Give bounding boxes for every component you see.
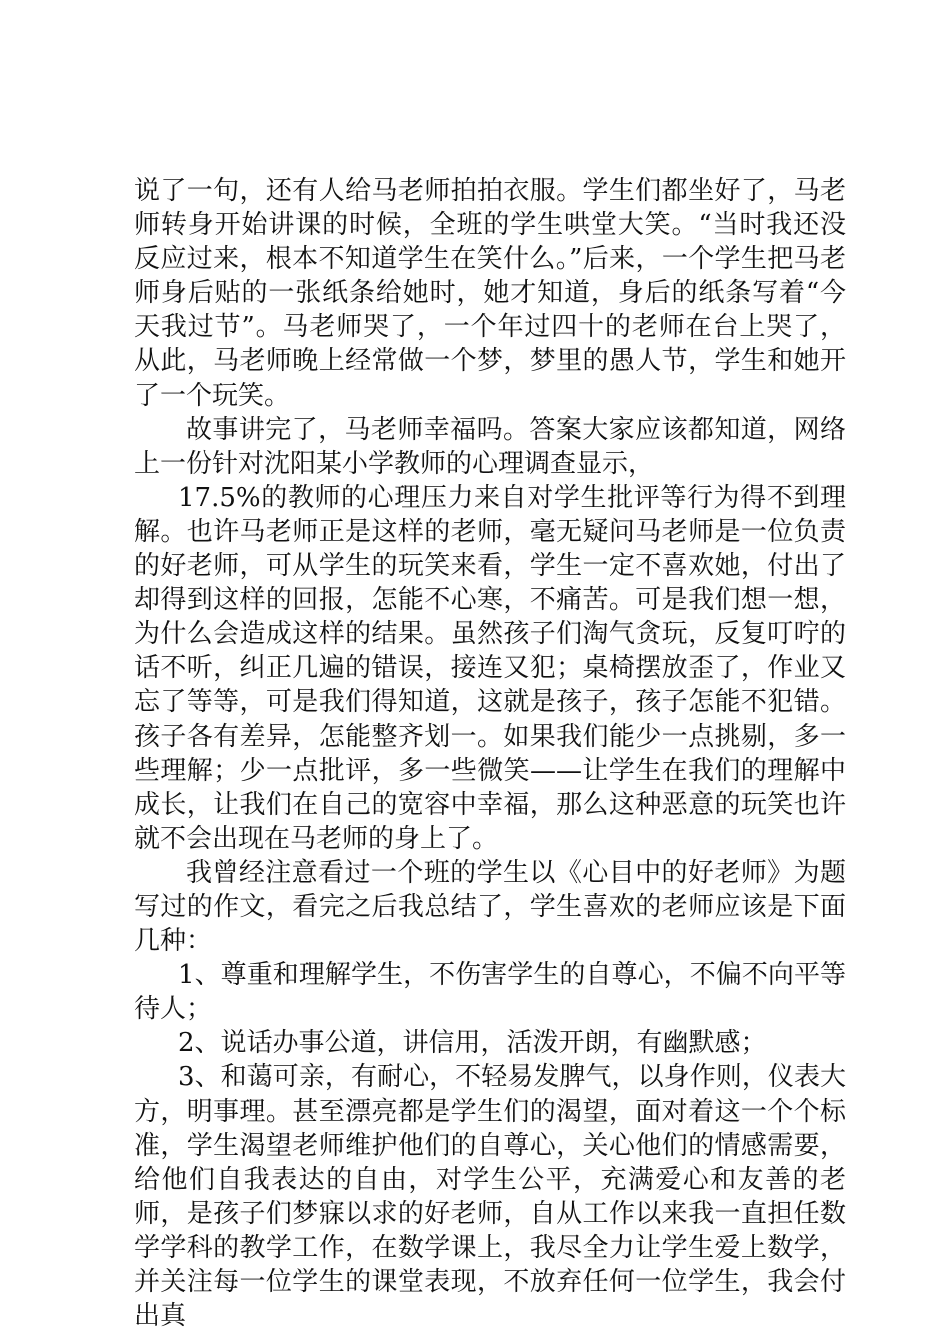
list-item-3: 3、和蔼可亲，有耐心，不轻易发脾气，以身作则，仪表大方，明事理。甚至漂亮都是学生们的渴望，面对着这一个个标准，学生渴望老师维护他们的自尊心，关心他们的情感需要，给他们自我表达的自由，对学生公平，充满爱心和友善的老师，是孩子们梦寐以求的好老师，自从工作以来我一直担任数学学科的教学工作，在数学课上，我尽全力让学生爱上数学，并关注每一位学生的课堂表现，不放弃任何一位学生，我会付出真 — [134, 1062, 846, 1332]
paragraph-story-question: 故事讲完了，马老师幸福吗。答案大家应该都知道，网络上一份针对沈阳某小学教师的心理调查显示， — [134, 414, 846, 479]
list-item-1: 1、尊重和理解学生，不伤害学生的自尊心，不偏不向平等待人； — [134, 960, 846, 1025]
paragraph-story-end: 说了一句，还有人给马老师拍拍衣服。学生们都坐好了，马老师转身开始讲课的时候，全班的学生哄堂大笑。“当时我还没反应过来，根本不知道学生在笑什么。”后来，一个学生把马老师身后贴的一张纸条给她时，她才知道，身后的纸条写着“今天我过节”。马老师哭了，一个年过四十的老师在台上哭了，从此，马老师晚上经常做一个梦，梦里的愚人节，学生和她开了一个玩笑。 — [134, 176, 846, 411]
list-item-2: 2、说话办事公道，讲信用，活泼开朗，有幽默感； — [178, 1028, 767, 1059]
paragraph-survey-result: 17.5%的教师的心理压力来自对学生批评等行为得不到理解。也许马老师正是这样的老师，毫无疑问马老师是一位负责的好老师，可从学生的玩笑来看，学生一定不喜欢她，付出了却得到这样的回报，怎能不心寒，不痛苦。可是我们想一想，为什么会造成这样的结果。虽然孩子们淘气贪玩，反复叮咛的话不听，纠正几遍的错误，接连又犯；桌椅摆放歪了，作业又忘了等等，可是我们得知道，这就是孩子，孩子怎能不犯错。孩子各有差异，怎能整齐划一。如果我们能少一点挑剔，多一些理解；少一点批评，多一些微笑——让学生在我们的理解中成长，让我们在自己的宽容中幸福，那么这种恶意的玩笑也许就不会出现在马老师的身上了。 — [134, 482, 846, 854]
document-body — [134, 174, 846, 1333]
paragraph-essay-intro: 我曾经注意看过一个班的学生以《心目中的好老师》为题写过的作文，看完之后我总结了，学生喜欢的老师应该是下面几种： — [134, 857, 846, 957]
